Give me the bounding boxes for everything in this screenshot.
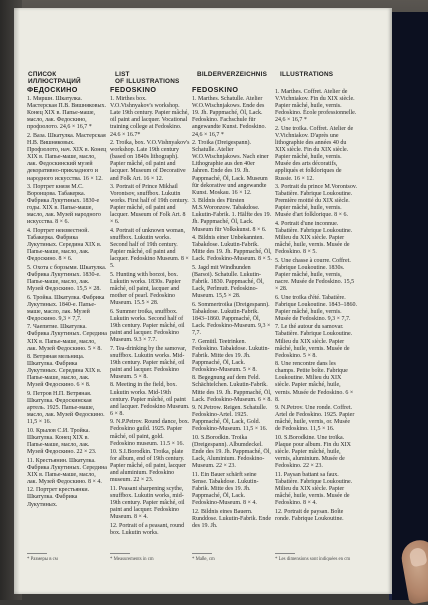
entry-list <box>27 96 107 509</box>
column-title: FEDOSKINO <box>192 86 239 94</box>
list-item: 8. Une rencontre dans les champs. Petite boîte. Fabrique Loukoutine. Milieu du XIX siècle. Papier mâché, huile, vernis. Musée de Fedoskino. 6 × 8. <box>275 361 354 403</box>
column-german <box>192 86 272 570</box>
list-item: 2. Ваза. Шкатулка. Мастерская Н.В. Вишняковых. Профзолото, нач. XIX в. Конец XIX в. Папье-маше, масло, лак. Федоскинский музей декоративно-прикладного и народного искусства. 16 × 12. <box>27 132 107 182</box>
list-item: 6. Тройка. Шкатулка. Фабрика Лукутиных. 1840-е. Папье-маше, масло, лак. Музей Федоскино. 9,3 × 7,7. <box>27 294 105 322</box>
list-item: 9. N.P.Petrov. Round dance, box. Fedoskino guild. 1925. Papier mâché, oil paint, gold. Fedoskino museum. 11.5 × 16. <box>110 419 190 447</box>
footnote-rule <box>275 553 295 554</box>
list-item: 2. Troika (Dreigespann). Schatulle. Atelier W.O.Wischnjakows. Nach einer Lithographie aus den 40er Jahren. Ende des 19. Jh. Pappmaché, Öl, Lack. Museum für dekorative und angewandte Kunst. Moskau. 16 × 12. <box>192 140 269 196</box>
column-french <box>275 86 357 570</box>
list-item: 4. Bildnis einer Unbekannten. Tabakdose. Lukutin-Fabrik. Mitte des 19. Jh. Pappmaché, Öl, Lack. Fedoskino-Museum. 8 × 5. <box>192 235 272 263</box>
entry-list <box>192 96 272 530</box>
footnote-rule <box>27 553 47 554</box>
list-item: 4. Портрет неизвестной. Табакерка. Фабрика Лукутиных. Середина XIX в. Папье-маше, масло, лак. Федоскино. 8 × 6. <box>27 227 102 263</box>
entry-list <box>275 89 357 523</box>
list-item: 7. Gemütl. Teetrinken. Fedoskino. Tabakdose. Lukutin-Fabrik. Mitte des 19. Jh. Pappmaché, Öl, Lack. Fedoskino-Museum. 5 × 8. <box>192 338 270 373</box>
list-item: 11. Ein Bauer schärft seine Sense. Tabakdose. Lukutin-Fabrik. Mitte des 19. Jh. Pappmaché, Öl, Lack. Fedoskino-Museum. 8 × 4. <box>192 471 259 507</box>
list-item: 5. Une chasse à courre. Coffret. Fabrique Loukoutine. 1830s. Papier mâché, huile, vernis, nacre. Musée de Fedoskino. 15,5 × 28. <box>275 257 355 293</box>
header-german: BILDERVERZEICHNIS <box>197 71 268 78</box>
list-item: 1. Marthes. Schatulle. Atelier W.O.Wischnjakows. Ende des 19. Jh. Pappmaché, Öl, Lack. Fedoskino. Fachschule für angewandte Kunst. Fedoskino. 24,6 × 16,7 * <box>192 96 266 138</box>
list-item: 12. Bildnis eines Bauern. Runddose. Lukutin-Fabrik. Ende des 19. Jh. <box>192 508 271 529</box>
list-item: 10. Крылов С.И. Тройка. Шкатулка. Конец XIX в. Папье-маше, масло, лак. Музей Федоскино. 22 × 23. <box>27 427 97 456</box>
list-item: 2. Troika, box. V.O.Vishnyakov's workshop. Late 19th century (based on 1840s lithograph). Papier mâché, oil paint and lacquer. Museum of Decorative and Folk Art. 16 × 12. <box>110 140 190 182</box>
list-item: 12. Portrait de paysan. Boîte ronde. Fabrique Loukoutine. <box>275 508 344 522</box>
header-russian: СПИСОК ИЛЛЮСТРАЦИЙ <box>28 71 81 86</box>
list-item: 6. Une troïka d'été. Tabatière. Fabrique Loukoutine. 1843–1860. Papier mâché, huile, vernis. Musée de Fedoskino. 9,3 × 7,7. <box>275 294 357 322</box>
list-item: 10. S.Borodkine. Une troïka. Plaque pour album. Fin du XIX siècle. Papier mâché, huile, vernis, aluminium. Musée de Fedoskino. 22 × 23. <box>275 434 351 470</box>
list-item: 3. Portrait du prince M.Vorontsov. Tabatière. Fabrique Loukoutine. Première moitié du XIX siècle. Papier mâché, huile, vernis. Musée d'art folklorique. 8 × 6. <box>275 184 357 219</box>
list-item: 7. Чаепитие. Шкатулка. Фабрика Лукутиных. Середина XIX в. Папье-маше, масло, лак. Музей Федоскино. 5 × 8. <box>27 324 107 352</box>
footnote-english: * Measurements in cm <box>110 557 154 562</box>
entry-list <box>110 96 190 537</box>
footnote-german: * Maße, cm <box>192 557 215 562</box>
list-item: 6. Sommertroika (Dreigespann). Tabakdose. Lukutin-Fabrik. 1843–1860. Pappmaché, Öl, Lack. Fedoskino-Museum. 9,3 × 7,7. <box>192 301 271 337</box>
footnote-french: * Les dimensions sont indiquées en cm <box>275 557 351 562</box>
list-item: 3. Portrait of Prince Mikhail Vorontsov, snuffbox. Lukutin works. First half of 19th century. Papier mâché, oil paint and lacquer. Museum of Folk Art. 8 × 6. <box>110 184 189 226</box>
list-item: 5. Jagd mit Windhunden (Barsoi). Schatulle. Lukutin-Fabrik. 1830. Pappmaché, Öl, Lack, Perlmutt. Fedoskino-Museum. 15,5 × 28. <box>192 264 264 300</box>
list-item: 9. N.Petrov. Une ronde. Coffret. Artel de Fedoskino. 1925. Papier mâché, huile, vernis, or. Musée de Fedoskino. 11,5 × 16. <box>275 405 355 433</box>
list-item: 5. Охота с борзыми. Шкатулка. Фабрика Лукутиных. 1830-е. Папье-маше, масло, лак. Музей Федоскино. 15,5 × 28. <box>27 264 107 293</box>
header-english: LIST OF ILLUSTRATIONS <box>115 71 180 86</box>
list-item: 9. Петров Н.П. Ветряная. Шкатулка. Федоскинская артель. 1925. Папье-маше, масло, лак. Музей Федоскино. 11,5 × 16. <box>27 390 105 426</box>
list-item: 12. Portrait of a peasant, round box. Lukutin works. <box>110 522 185 536</box>
list-item: 11. Paysan battant sa faux. Tabatière. Fabrique Loukoutine. Milieu du XIX siècle. Papier mâché, huile, vernis. Musée de Fedoskino. 8 × 4. <box>275 471 353 507</box>
book-cover <box>390 12 428 600</box>
list-item: 7. Le thé autour du samovar. Tabatière. Fabrique Loukoutine. Milieu du XIX siècle. Papier mâché, huile, vernis. Musée de Fedoskino. 5 × 8. <box>275 324 353 359</box>
list-item: 8. Begegnung auf dem Feld. Schächtelchen. Lukutin-Fabrik. Mitte des 19. Jh. Pappmaché, Öl, Lack. Fedoskino-Museum. 6 × 8. <box>192 375 272 403</box>
footnote-rule <box>192 553 212 554</box>
list-item: 4. Portrait of unknown woman, snuffbox. Lukutin works. Second half of 19th century. Papier mâché, oil paint and lacquer. Fedoskino Museum. 8 × 5. <box>110 227 189 270</box>
list-item: 1. Mirthes box. V.O.Vishnyakov's workshop. Late 19th century. Papier mâché, oil paint and lacquer. Vocational training college at Fedoskino. 24.6 × 16.7* <box>110 96 189 138</box>
column-russian <box>27 86 107 570</box>
list-item: 10. S.I.Borodkin. Troika, plate for album, end of 19th century. Papier mâché, oil paint, lacquer and aluminium. Fedoskino museum. 22 × 23. <box>110 449 186 484</box>
list-item: 8. Ветряная мельница. Шкатулка. Фабрика Лукутиных. Середина XIX в. Папье-маше, масло, лак. Музей Федоскино. 6 × 8. <box>27 354 102 389</box>
list-item: 9. N.Petrow. Reigen. Schatulle. Fedoskino-Artel. 1925. Pappmaché, Öl, Lack, Gold. Fedoskino-Museum. 11,5 × 16. <box>192 405 268 433</box>
list-item: 4. Portrait d'une inconnue. Tabatière. Fabrique Loukoutine. Milieu du XIX siècle. Papier mâché, huile, vernis. Musée de Fedoskino. 8 × 5. <box>275 220 353 256</box>
column-title: ФЕДОСКИНО <box>27 86 78 94</box>
list-item: 11. Peasant sharpening scythe, snuffbox. Lukutin works, mid-19th century. Papier mâché, oil paint and lacquer. Fedoskino Museum. 8 × 4. <box>110 485 185 521</box>
list-item: 8. Meeting in the field, box. Lukutin works. Mid-19th century. Papier mâché, oil paint and lacquer. Fedoskino Museum. 6 × 8. <box>110 382 190 417</box>
list-item: 7. Tea-drinking by the samovar, snuffbox. Lukutin works. Mid-19th century. Papier mâché, oil paint and lacquer. Fedoskino Museum. 5 × 8. <box>110 345 187 380</box>
footnote-rule <box>110 553 130 554</box>
list-item: 5. Hunting with borzoi, box. Lukutin works. 1830s. Papier mâché, oil paint, lacquer and mother of pearl. Fedoskino Museum. 15.5 × 28. <box>110 271 181 307</box>
list-item: 1. Marthes. Coffret. Atelier de V.Vichniakov. Fin du XIX siècle. Papier mâché, huile, vernis. Fedoskino. École professionnelle. 24,6 × 16,7 * <box>275 89 357 124</box>
list-item: 3. Портрет князя М.С. Воронцова. Табакерка. Фабрика Лукутиных. 1830-е годы. XIX в. Папье-маше, масло, лак. Музей народного искусства. 8 × 6. <box>27 184 101 226</box>
list-item: 3. Bildnis des Fürsten M.S.Woronzow. Tabakdose. Lukutin-Fabrik. 1. Hälfte des 19. Jh. Pappmaché, Öl, Lack. Museum für Volkskunst. 8 × 6. <box>192 198 272 233</box>
list-item: 2. Une troïka. Coffret. Atelier de V.Vichniakov. D'après une lithographie des années 40 du XIX siècle. Fin du XIX siècle. Papier mâché, huile, vernis. Musée des arts décoratifs, appliqués et folkloriques de Russie. 16 × 12. <box>275 125 354 182</box>
header-french: ILLUSTRATIONS <box>280 71 334 78</box>
list-item: 1. Миршн. Шкатулка. Мастерская П.В. Вишняковых. Конец XIX в. Папье-маше, масло, лак. Федоскино, профзолото. 24,6 × 16,7 * <box>27 96 106 131</box>
column-title: FEDOSKINO <box>110 86 157 94</box>
gutter-shadow <box>14 8 20 594</box>
list-item: 6. Summer troika, snuffbox. Lukutin works. Second half of 19th century. Papier mâché, oil paint and lacquer. Fedoskino Museum. 9.3 × 7.7. <box>110 308 185 344</box>
list-item: 10. S.Borodkin. Troika (Dreigespann). Albumdeckel. Ende des 19. Jh. Pappmaché, Öl, Lack, Aluminium. Fedoskino-Museum. 22 × 23. <box>192 434 271 470</box>
footnote-russian: * Размеры в см <box>27 557 58 562</box>
list-item: 11. Крестьянин. Шкатулка. Фабрика Лукутиных. Середина XIX в. Папье-маше, масло, лак. Музей Федоскино. 8 × 4. <box>27 457 107 485</box>
list-item: 12. Портрет крестьянки. Шкатулка. Фабрика Лукутиных. <box>27 487 90 508</box>
column-english <box>110 86 190 570</box>
